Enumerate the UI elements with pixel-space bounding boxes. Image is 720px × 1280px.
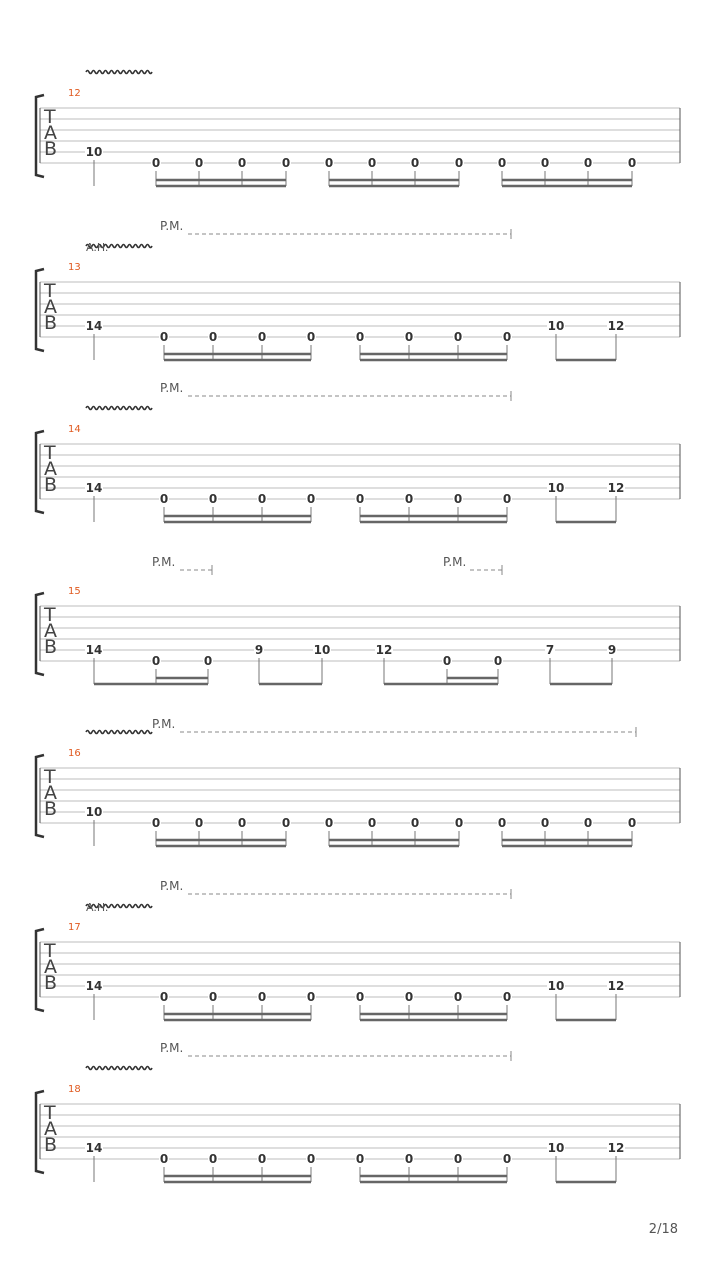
fret-number: 0	[410, 816, 420, 830]
vibrato-mark	[86, 731, 152, 734]
fret-number: 14	[85, 979, 103, 993]
fret-number: 0	[257, 492, 267, 506]
tab-system	[36, 879, 680, 1020]
page-number: 2/18	[648, 1222, 678, 1237]
fret-number: 7	[545, 643, 555, 657]
fret-number: 10	[85, 145, 103, 159]
fret-number: 0	[208, 330, 218, 344]
fret-number: 12	[607, 979, 625, 993]
tab-clef-letter: B	[44, 138, 58, 160]
fret-number: 0	[306, 990, 316, 1004]
tab-clef-letter: T	[44, 1102, 56, 1124]
fret-number: 0	[151, 654, 161, 668]
fret-number: 0	[493, 654, 503, 668]
tab-clef-letter: B	[44, 1134, 58, 1156]
fret-number: 0	[159, 1152, 169, 1166]
tab-clef-letter: A	[44, 296, 57, 318]
fret-number: 0	[324, 816, 334, 830]
artificial-harmonic-label: A.H.	[86, 241, 109, 254]
tab-clef-letter: T	[44, 940, 56, 962]
measure-number: 17	[68, 922, 81, 933]
tab-clef-letter: A	[44, 956, 57, 978]
fret-number: 14	[85, 319, 103, 333]
fret-number: 0	[355, 1152, 365, 1166]
measure-number: 18	[68, 1084, 81, 1095]
fret-number: 0	[404, 1152, 414, 1166]
fret-number: 0	[627, 156, 637, 170]
fret-number: 12	[607, 1141, 625, 1155]
tab-clef-letter: A	[44, 620, 57, 642]
palm-mute-label: P.M.	[443, 555, 467, 569]
fret-number: 0	[159, 330, 169, 344]
palm-mute-label: P.M.	[160, 219, 184, 233]
fret-number: 0	[497, 816, 507, 830]
fret-number: 0	[306, 330, 316, 344]
palm-mute-label: P.M.	[160, 381, 184, 395]
fret-number: 10	[313, 643, 331, 657]
fret-number: 0	[324, 156, 334, 170]
palm-mute-label: P.M.	[152, 717, 176, 731]
tab-clef-letter: T	[44, 280, 56, 302]
tab-clef-letter: B	[44, 972, 58, 994]
fret-number: 0	[367, 156, 377, 170]
fret-number: 0	[453, 1152, 463, 1166]
fret-number: 0	[502, 990, 512, 1004]
fret-number: 0	[237, 156, 247, 170]
measure-number: 12	[68, 88, 81, 99]
tab-clef-letter: B	[44, 636, 58, 658]
fret-number: 10	[547, 979, 565, 993]
fret-number: 0	[454, 156, 464, 170]
fret-number: 0	[404, 990, 414, 1004]
artificial-harmonic-label: A.H.	[86, 901, 109, 914]
fret-number: 12	[607, 319, 625, 333]
fret-number: 14	[85, 481, 103, 495]
fret-number: 0	[453, 330, 463, 344]
tab-clef-letter: T	[44, 604, 56, 626]
palm-mute-label: P.M.	[160, 1041, 184, 1055]
fret-number: 0	[497, 156, 507, 170]
fret-number: 14	[85, 1141, 103, 1155]
fret-number: 10	[547, 319, 565, 333]
fret-number: 0	[306, 1152, 316, 1166]
fret-number: 0	[208, 990, 218, 1004]
fret-number: 0	[410, 156, 420, 170]
tab-system	[36, 1041, 680, 1182]
fret-number: 0	[151, 156, 161, 170]
fret-number: 0	[257, 1152, 267, 1166]
fret-number: 9	[607, 643, 617, 657]
fret-number: 0	[454, 816, 464, 830]
fret-number: 9	[254, 643, 264, 657]
fret-number: 0	[281, 156, 291, 170]
tab-clef-letter: A	[44, 1118, 57, 1140]
fret-number: 10	[547, 481, 565, 495]
palm-mute-label: P.M.	[160, 879, 184, 893]
fret-number: 0	[453, 990, 463, 1004]
fret-number: 0	[404, 330, 414, 344]
fret-number: 0	[540, 816, 550, 830]
tab-clef-letter: B	[44, 474, 58, 496]
tab-system	[36, 717, 680, 846]
fret-number: 0	[208, 1152, 218, 1166]
tab-system	[36, 555, 680, 684]
tab-clef-letter: B	[44, 798, 58, 820]
measure-number: 14	[68, 424, 81, 435]
measure-number: 15	[68, 586, 81, 597]
tab-clef-letter: T	[44, 766, 56, 788]
fret-number: 0	[151, 816, 161, 830]
fret-number: 0	[306, 492, 316, 506]
tab-clef-letter: T	[44, 442, 56, 464]
fret-number: 10	[85, 805, 103, 819]
tab-system	[36, 71, 680, 187]
tab-clef-letter: A	[44, 122, 57, 144]
fret-number: 0	[367, 816, 377, 830]
vibrato-mark	[86, 1067, 152, 1070]
fret-number: 0	[257, 990, 267, 1004]
fret-number: 0	[159, 492, 169, 506]
fret-number: 0	[355, 990, 365, 1004]
fret-number: 0	[355, 330, 365, 344]
fret-number: 14	[85, 643, 103, 657]
fret-number: 0	[583, 816, 593, 830]
fret-number: 0	[502, 492, 512, 506]
tab-clef-letter: B	[44, 312, 58, 334]
fret-number: 0	[208, 492, 218, 506]
tab-clef-letter: A	[44, 458, 57, 480]
fret-number: 12	[607, 481, 625, 495]
fret-number: 0	[159, 990, 169, 1004]
palm-mute-label: P.M.	[152, 555, 176, 569]
tab-clef-letter: A	[44, 782, 57, 804]
tab-system	[36, 381, 680, 522]
fret-number: 0	[355, 492, 365, 506]
fret-number: 0	[404, 492, 414, 506]
measure-number: 16	[68, 748, 81, 759]
fret-number: 0	[453, 492, 463, 506]
fret-number: 0	[540, 156, 550, 170]
fret-number: 0	[502, 330, 512, 344]
fret-number: 0	[257, 330, 267, 344]
fret-number: 0	[627, 816, 637, 830]
measure-number: 13	[68, 262, 81, 273]
tab-system	[36, 219, 680, 360]
fret-number: 0	[442, 654, 452, 668]
fret-number: 0	[194, 156, 204, 170]
fret-number: 10	[547, 1141, 565, 1155]
fret-number: 0	[237, 816, 247, 830]
tab-clef-letter: T	[44, 106, 56, 128]
vibrato-mark	[86, 407, 152, 410]
fret-number: 0	[583, 156, 593, 170]
fret-number: 12	[375, 643, 393, 657]
fret-number: 0	[281, 816, 291, 830]
fret-number: 0	[203, 654, 213, 668]
fret-number: 0	[502, 1152, 512, 1166]
vibrato-mark	[86, 71, 152, 74]
fret-number: 0	[194, 816, 204, 830]
